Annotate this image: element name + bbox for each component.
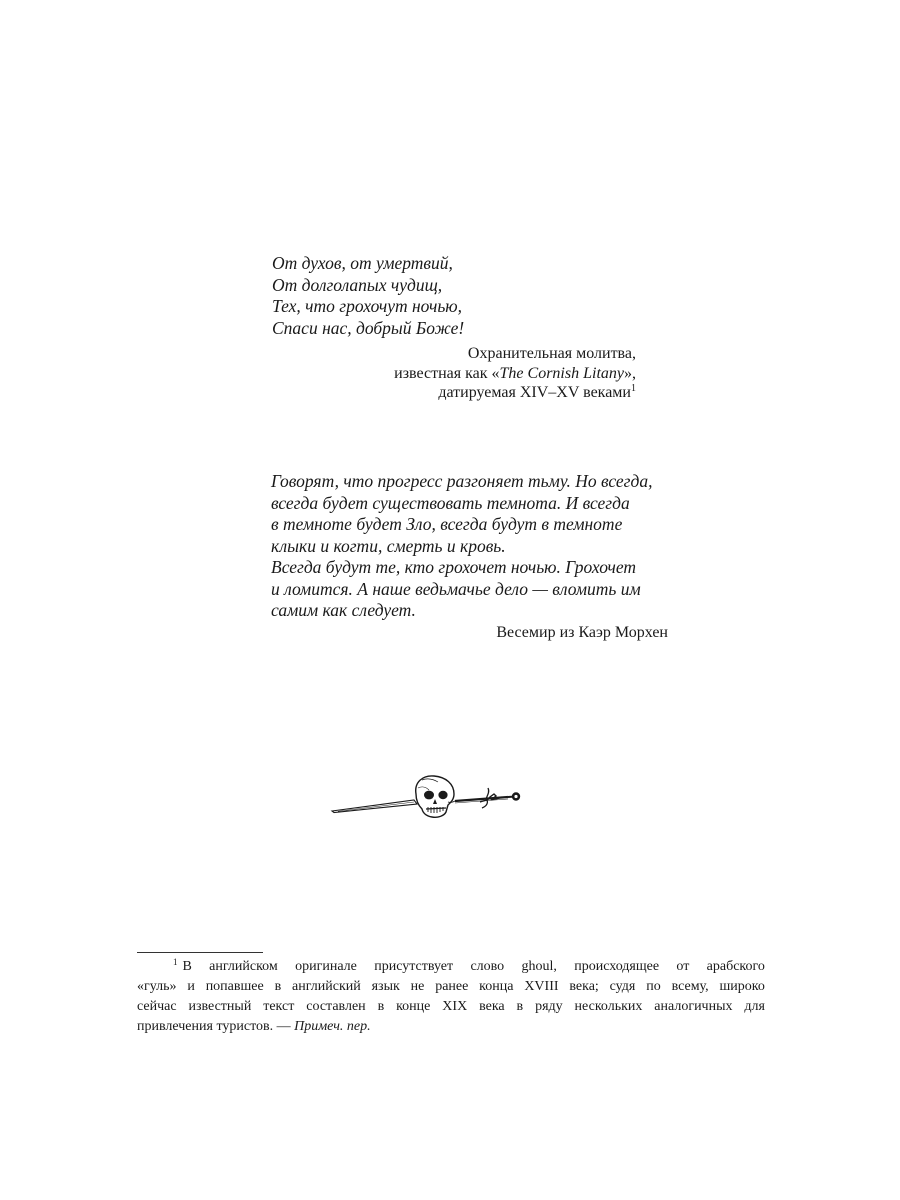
- poem-line: От долголапых чудищ,: [272, 274, 443, 295]
- footnote-word: ряду: [535, 999, 563, 1014]
- footnote-word: сейчас: [137, 999, 177, 1014]
- epigraph-poem: [272, 253, 652, 339]
- footnote-word: не: [410, 979, 425, 994]
- quote-line: всегда будет существовать темнота. И всегда: [271, 492, 630, 513]
- footnote-word: составлен: [306, 999, 366, 1014]
- footnote-word: оригинале: [295, 959, 357, 974]
- quote-line: Всегда будут те, кто грохочет ночью. Грохочет: [271, 557, 637, 577]
- footnote-word: всему,: [671, 979, 709, 994]
- witcher-quote: [271, 471, 701, 622]
- footnote-word: попавшее: [205, 979, 264, 994]
- epigraph-attribution: [330, 344, 636, 403]
- footnote-line: [137, 1017, 765, 1037]
- footnote-line: [137, 977, 765, 997]
- footnote-word: язык: [371, 979, 400, 994]
- footnote-word: текст: [263, 999, 295, 1014]
- quote-line: самим как следует.: [271, 600, 416, 620]
- skull-and-sword-icon: [330, 772, 525, 820]
- footnote-word: конца: [479, 979, 514, 994]
- footnote-word: XVIII: [524, 979, 559, 994]
- footnote-word: от: [676, 959, 690, 974]
- footnote-word: для: [744, 999, 765, 1014]
- attribution-line: [330, 383, 636, 403]
- poem-line: Тех, что грохочут ночью,: [272, 296, 463, 316]
- footnote-word: судя: [609, 979, 636, 994]
- footnote-word: по: [646, 979, 661, 994]
- litany-title: The Cornish Litany: [499, 364, 624, 382]
- footnote-word-text: В: [182, 959, 192, 974]
- attribution-suffix: »,: [624, 364, 636, 382]
- footnote-word: присутствует: [374, 959, 454, 974]
- attribution-prefix: известная как «: [394, 364, 500, 382]
- footnote-last-text: привлечения туристов. —: [137, 1019, 295, 1034]
- footnote-word: ранее: [435, 979, 469, 994]
- quote-line: клыки и когти, смерть и кровь.: [271, 535, 506, 556]
- quote-attribution: Весемир из Каэр Морхен: [496, 624, 668, 641]
- footnote-word: «гуль»: [137, 979, 177, 994]
- footnote-separator: [137, 952, 263, 953]
- footnote-word: века;: [569, 979, 599, 994]
- footnote-marker: 1: [173, 957, 178, 967]
- quote-line: Говорят, что прогресс разгоняет тьму. Но всегда,: [271, 471, 653, 491]
- footnote-reference[interactable]: 1: [631, 383, 636, 394]
- footnote-line: [137, 997, 765, 1017]
- footnote-word: арабского: [706, 959, 765, 974]
- footnote-word: английский: [292, 979, 361, 994]
- attribution-line: Охранительная молитва,: [467, 345, 636, 362]
- footnote-line: [137, 957, 765, 977]
- footnote-word: ghoul,: [521, 959, 557, 974]
- footnote-word: в: [516, 999, 524, 1014]
- footnote-word: в: [274, 979, 282, 994]
- footnote-word: аналогичных: [654, 999, 733, 1014]
- quote-line: в темноте будет Зло, всегда будут в темноте: [271, 514, 623, 534]
- footnote-word: в: [377, 999, 385, 1014]
- attribution-line: [330, 364, 636, 384]
- footnote-word: [173, 957, 192, 977]
- footnote-word: английском: [209, 959, 278, 974]
- footnote-word: слово: [470, 959, 505, 974]
- poem-line: От духов, от умертвий,: [272, 253, 453, 273]
- footnote-word: широко: [719, 979, 765, 994]
- translator-note: Примеч. пер.: [294, 1019, 371, 1034]
- footnote-word: конце: [396, 999, 431, 1014]
- footnote-word: XIX: [442, 999, 468, 1014]
- footnote-word: и: [187, 979, 195, 994]
- footnote-word: известный: [188, 999, 252, 1014]
- quote-line: и ломится. А наше ведьмачье дело — вломить им: [271, 578, 641, 599]
- footnote: [137, 957, 765, 1037]
- footnote-word: нескольких: [574, 999, 643, 1014]
- poem-line: Спаси нас, добрый Боже!: [272, 317, 465, 338]
- footnote-word: происходящее: [574, 959, 660, 974]
- attribution-date: датируемая XIV–XV веками: [438, 384, 631, 401]
- footnote-word: века: [479, 999, 505, 1014]
